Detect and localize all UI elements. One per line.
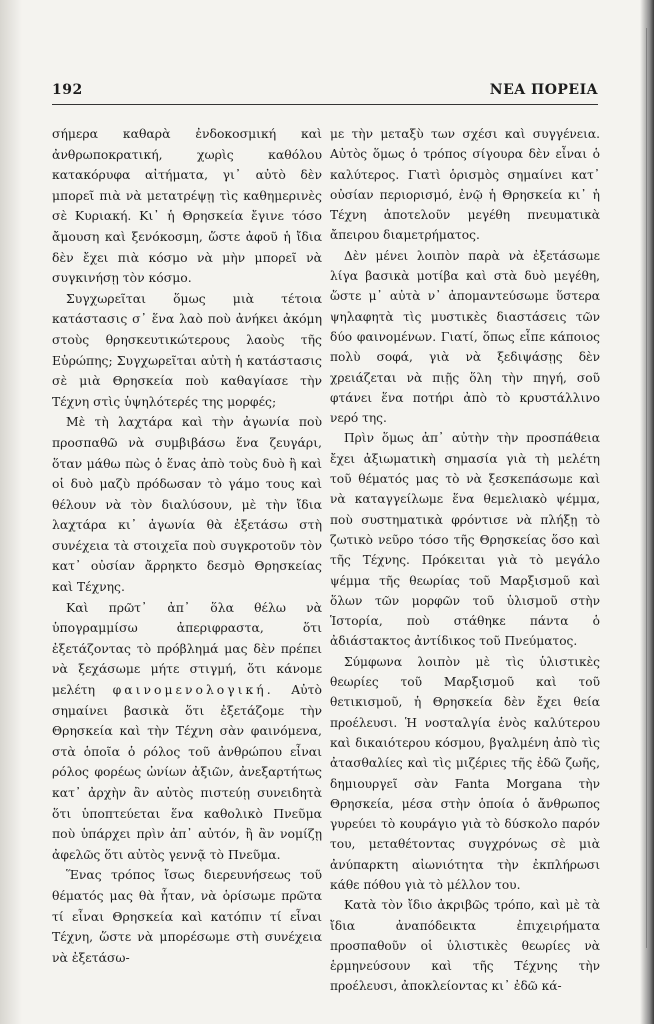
header-rule [52, 104, 598, 105]
scan-line [646, 28, 647, 948]
paragraph: Ἕνας τρόπος ἴσως διερευνήσεως τοῦ θέματός μας θὰ ἦταν, νὰ ὁρίσωμε πρῶτα τί εἶναι Θρησκεία καὶ κατόπιν τί εἶναι Τέχνη, ὥστε νὰ μπορέσωμε στὴ συνέχεια νὰ ἐξετάσω- [52, 867, 322, 965]
paragraph: Πρὶν ὅμως ἀπ᾽ αὐτὴν τὴν προσπάθεια ἔχει ἀξιωματικὴ σημασία γιὰ τὴ μελέτη τοῦ θέματός μας τὸ νὰ ξεσκεπάσωμε καὶ νὰ καταγγείλωμε ἕνα θεμελιακὸ ψέμμα, ποὺ συστηματικὰ φρόντισε νὰ πλήξῃ τὸ ζωτικὸ νεῦρο τόσο τῆς Θρησκείας ὅσο καὶ τῆς Τέχνης. Πρόκειται γιὰ τὸ μεγάλο ψέμμα τῆς θεωρίας τοῦ Μαρξισμοῦ καὶ ὅλων τῶν μορφῶν τοῦ ὑλισμοῦ στὴν Ἱστορία, ποὺ στάθηκε πάντα ὁ ἀδιάστακτος ἀντίδικος τοῦ Πνεύματος. [330, 431, 600, 649]
paragraph: με τὴν μεταξὺ των σχέσι καὶ συγγένεια. Αὐτὸς ὅμως ὁ τρόπος σίγουρα δὲν εἶναι ὁ καλύτερος. Γιατὶ ὁρισμὸς σημαίνει κατ᾽ οὐσίαν περιορισμό, ἐνῷ ἡ Θρησκεία κι᾽ ἡ Τέχνη ἀποτελοῦν μεγέθη πνευματικὰ ἄπειρου διαμετρήματος. [330, 127, 600, 243]
paragraph: σήμερα καθαρὰ ἐνδοκοσμική καὶ ἀνθρωποκρατική, χωρὶς καθόλου κατακόρυφα αἰτήματα, γι᾽ αὐτὸ δὲν μπορεῖ πιὰ νὰ μετατρέψῃ τὶς καθημερινὲς σὲ Κυριακή. Κι᾽ ἡ Θρησκεία ἔγινε τόσο ἄμουση καὶ ξενόκοσμη, ὥστε ἀφοῦ ἡ ἴδια δὲν ἔχει πιὰ κόσμο νὰ μὴν μπορεῖ νὰ συγκινήσῃ τὸν κόσμο. [52, 126, 322, 286]
page-edge-shadow [640, 0, 654, 1024]
emphasized-word: φαινομενολογική. [112, 682, 274, 698]
paragraph-text: Αὐτὸ σημαίνει βασικὰ ὅτι ἐξετάζομε τὴν Θρησκεία καὶ τὴν Τέχνη σὰν φαινόμενα, στὰ ὁποῖα ὁ ρόλος τοῦ ἀνθρώπου εἶναι ρόλος φορέως ὠνίων ἀξιῶν, ἀνεξαρτήτως κατ᾽ ἀρχὴν ἂν αὐτὸς πιστεύῃ συνειδητὰ ὅτι ὑποπτεύεται ἕνα καθολικὸ Πνεῦμα ποὺ ὑπάρχει πρὶν ἀπ᾽ αὐτόν, ἢ ἂν νομίζῃ ἀφελῶς ὅτι αὐτὸς γεννᾷ τὸ Πνεῦμα. [52, 682, 322, 862]
paragraph: Σύμφωνα λοιπὸν μὲ τὶς ὑλιστικὲς θεωρίες τοῦ Μαρξισμοῦ καὶ τοῦ θετικισμοῦ, ἡ Θρησκεία δὲν ἔχει θεία προέλευσι. Ἡ νοσταλγία ἑνὸς καλύτερου καὶ δικαιότερου κόσμου, βγαλμένη ἀπὸ τὶς ἀτασθαλίες καὶ τὶς μιζέριες τῆς ἐδῶ ζωῆς, δημιουργεῖ σὰν Fanta Morgana τὴν Θρησκεία, μέσα στὴν ὁποία ὁ ἄνθρωπος γυρεύει τὸ κουράγιο γιὰ τὸ δύσκολο παρόν του, μεταθέτοντας συγχρόνως σὲ μιὰ ἀνύπαρκτη αἰωνιότητα τὴν ἐκπλήρωσι κάθε πόθου γιὰ τὸ μέλλον του. [330, 654, 600, 892]
running-header [52, 82, 598, 102]
page-gutter [0, 0, 22, 1024]
paragraph: Μὲ τὴ λαχτάρα καὶ τὴν ἀγωνία ποὺ προσπαθῶ νὰ συμβιβάσω ἕνα ζευγάρι, ὅταν μάθω πὼς ὁ ἕνας ἀπὸ τοὺς δυὸ ἢ καὶ οἱ δυὸ μαζὺ πρόδωσαν τὸ γάμο τους καὶ θέλουν νὰ τὸν διαλύσουν, μὲ τὴν ἴδια λαχτάρα κι᾽ ἀγωνία θὰ ἐξετάσω στὴ συνέχεια τὰ στοιχεῖα ποὺ συγκροτοῦν τὸν κατ᾽ οὐσίαν ἄρρηκτο δεσμὸ Θρησκείας καὶ Τέχνης. [52, 414, 322, 595]
page-number: 192 [52, 82, 83, 98]
right-column [330, 124, 600, 997]
paragraph: Συγχωρεῖται ὅμως μιὰ τέτοια κατάστασις σ᾽ ἕνα λαὸ ποὺ ἀνήκει ἀκόμη στοὺς θρησκευτικώτερους λαοὺς τῆς Εὐρώπης; Συγχωρεῖται αὐτὴ ἡ κατάστασις σὲ μιὰ Θρησκεία ποὺ καθαγίασε τὴν Τέχνη στὶς ὑψηλότερές της μορφές; [52, 290, 322, 409]
paragraph: Δὲν μένει λοιπὸν παρὰ νὰ ἐξετάσωμε λίγα βασικὰ μοτίβα καὶ στὰ δυὸ μεγέθη, ὥστε μ᾽ αὐτὰ ν᾽ ἀπομαντεύσωμε ὕστερα ψηλαφητὰ τὶς μυστικὲς διαστάσεις τῶν δύο φαινομένων. Γιατί, ὅπως εἶπε κάποιος πολὺ σοφά, γιὰ νὰ ξεδιψάσῃς δὲν χρειάζεται νὰ πιῇς ὅλη τὴν πηγή, σοῦ φτάνει ἕνα ποτήρι ἀπὸ τὸ κρυστάλλινο νερό της. [330, 248, 600, 426]
paragraph: Κατὰ τὸν ἴδιο ἀκριβῶς τρόπο, καὶ μὲ τὰ ἴδια ἀναπόδεικτα ἐπιχειρήματα προσπαθοῦν οἱ ὑλιστικὲς θεωρίες νὰ ἑρμηνεύσουν καὶ τῆς Τέχνης τὴν προέλευσι, ἀποκλείοντας κι᾽ ἐδῶ κά- [330, 898, 600, 994]
paragraph-text: Καὶ πρῶτ᾽ ἀπ᾽ ὅλα θέλω νὰ ὑπογραμμίσω ἀπεριφραστα, ὅτι ἐξετάζοντας τὸ πρόβλημά μας δὲν πρέπει νὰ ξεχάσωμε μήτε στιγμή, ὅτι κάνομε μελέτη [52, 599, 322, 698]
left-column [52, 124, 322, 968]
paragraph [52, 598, 322, 866]
journal-title: ΝΕΑ ΠΟΡΕΙΑ [489, 82, 598, 98]
